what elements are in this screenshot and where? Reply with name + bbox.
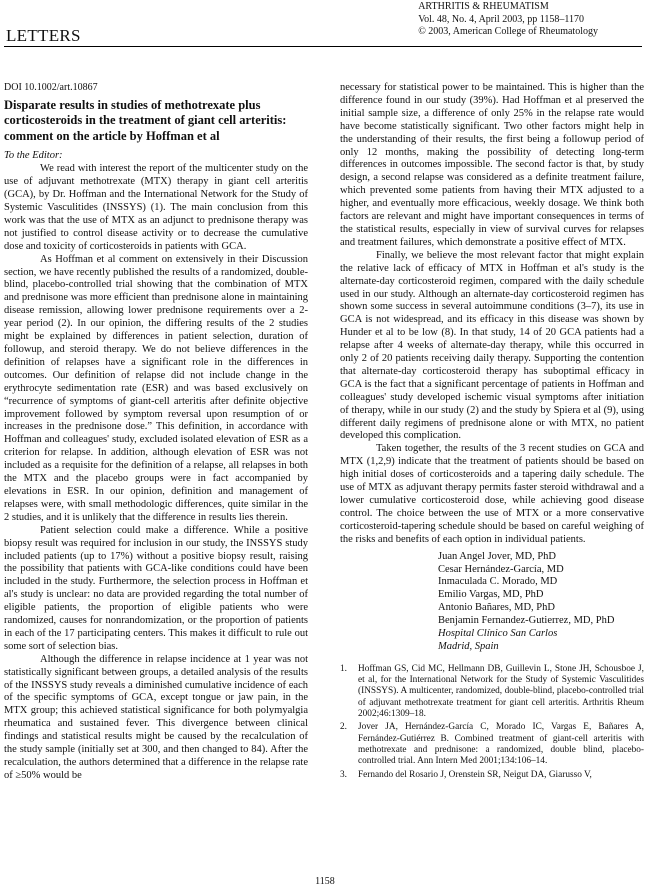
reference-list <box>340 664 644 781</box>
reference-text: Jover JA, Hernández-García C, Morado IC, Vargas E, Bañares A, Fernández-Gutiérrez B. Combined treatment of giant-cell arteritis with methotrexate and prednisone: a randomized, double blind, placebo-controlled trial. Ann Intern Med 2001;134:106–14. <box>358 722 644 767</box>
paragraph: We read with interest the report of the multicenter study on the use of adjuvant methotrexate (MTX) therapy in giant cell arteritis (GCA), by Dr. Hoffman and the International Network for the Study of Systemic Vasculitides (INSSYS) (1). The main conclusion from this work was that the use of MTX as an adjunct to prednisone therapy was not justified to control disease activity or to decrease the cumulative dose and toxicity of corticosteroids in patients with GCA. <box>4 163 308 252</box>
affiliation-city: Madrid, Spain <box>438 640 499 652</box>
journal-header <box>418 1 598 39</box>
reference-number: 1. <box>340 663 347 674</box>
author-name: Inmaculada C. Morado, MD <box>438 576 558 588</box>
paragraph: As Hoffman et al comment on extensively in their Discussion section, we have recently published the results of a randomized, double-blind, placebo-controlled trial showing that the combination of MTX and prednisone was more efficient than prednisone alone in maintaining disease remission, allowing lower prednisone requirements over a 2-year period (2). In our opinion, the differing results of the 2 studies might be explained by differences in patient selection, duration of followup, and steroid therapy. We do not believe differences in the definition of relapses have a significant role in the differences in outcomes. Our definition of relapse did not include change in the erythrocyte sedimentation rate (ESR) and was based exclusively on “recurrence of symptoms of giant-cell arteritis after definite objective improvement followed by symptom reversal upon resumption of or increases in the prednisone dose.” This definition, in accordance with Hoffman and colleagues' study, excluded isolated elevation of ESR as a criterion for relapse. In addition, although elevation of ESR was not included as a requisite for the definition of a relapse, all relapses in both the MTX and the placebo groups were in fact accompanied by elevations in ESR. In our opinion, definition and management of relapses were, with small methodologic differences, quite similar in the 2 studies, and it is unlikely that the difference in results lies therein. <box>4 253 308 523</box>
reference-item <box>340 664 644 720</box>
paragraph: Finally, we believe the most relevant factor that might explain the relative lack of efficacy of MTX in Hoffman et al's study is the alternate-day corticosteroid regimen, compared with the daily schedule used in our study. Although an alternate-day corticosteroid regimen has shown some success in several autoimmune conditions (3–7), its use in GCA is not widespread, and its efficacy in this disease was shown by Hunder et al to be low (8). In that study, 14 of 20 GCA patients had a relapse after 4 weeks of alternate-day therapy, while this occurred in only 2 of 20 patients receiving daily therapy. Supporting the contention that alternate-day corticosteroid therapy has suboptimal efficacy in GCA is the fact that a significant percentage of patients in Hoffman and colleagues' study developed ischemic visual symptoms after initiation of therapy, while in our study (2) and the study by Spiera et al (9), using different daily regimens of prednisone alone or with MTX, no patient developed this complication. <box>340 249 644 442</box>
left-column <box>4 82 308 783</box>
journal-copyright: © 2003, American College of Rheumatology <box>418 26 598 38</box>
affiliation-institution: Hospital Clínico San Carlos <box>438 628 558 640</box>
reference-number: 2. <box>340 722 347 733</box>
section-title: LETTERS <box>6 26 81 45</box>
reference-text: Fernando del Rosario J, Orenstein SR, Neigut DA, Giarusso V, <box>358 769 592 780</box>
paragraph: Patient selection could make a difference. While a positive biopsy result was required for inclusion in our study, the INSSYS study included patients (up to 17%) without a positive biopsy result, raising the possibility that patients with GCA-like conditions could have been included in the study. Furthermore, the selection process in Hoffman et al's study is unclear: no data are provided regarding the total number of eligible patients, the proportion of eligible patients who were randomized, causes for nonrandomization, or the proportion of patients in each of the 17 participating centers. This makes it difficult to rule out some sort of selection bias. <box>4 524 308 652</box>
right-column <box>340 82 644 783</box>
reference-item <box>340 770 644 781</box>
author-name: Benjamin Fernandez-Gutierrez, MD, PhD <box>438 615 615 627</box>
reference-number: 3. <box>340 769 347 780</box>
author-name: Cesar Hernández-García, MD <box>438 563 564 575</box>
reference-text: Hoffman GS, Cid MC, Hellmann DB, Guillevin L, Stone JH, Schousboe J, et al, for the International Network for the Study of Systemic Vasculitides (INSSYS). A multicenter, randomized, double-blind, placebo-controlled trial of adjuvant methotrexate treatment for giant cell arteritis. Arthritis Rheum 2002;46:1309–18. <box>358 663 644 720</box>
section-divider <box>4 46 642 47</box>
journal-name: ARTHRITIS & RHEUMATISM <box>418 1 549 12</box>
paragraph: Taken together, the results of the 3 recent studies on GCA and MTX (1,2,9) indicate that the treatment of patients should be based on high initial doses of corticosteroids and a tapering daily schedule. The use of MTX as adjuvant therapy permits faster steroid withdrawal and a lower cumulative corticosteroid dose, while achieving good disease control. The choice between the use of MTX or a more conservative corticosteroid-tapering schedule should be based on careful weighing of the risks and benefits of each option in individual patients. <box>340 443 644 545</box>
reference-item <box>340 722 644 767</box>
page-number: 1158 <box>315 876 335 887</box>
paragraph: necessary for statistical power to be maintained. This is higher than the difference found in our study (39%). Had Hoffman et al preserved the initial sample size, a difference of only 25% in the relapse rate would have become statistically significant. Two other factors might help in the understanding of their results, the first being a followup period of only 12 months, making the possibility of detecting long-term differences in outcomes impossible. The second factor is that, by study design, a second relapse was considered as a definite treatment failure, which prevented some patients from having their MTX adjusted to a higher, and eventually more efficacious, weekly dosage. We think both factors are relevant and might have important consequences in terms of the statistical results, especially in view of survival curves for relapses and treatment failures, which demonstrate a positive effect of MTX. <box>340 82 644 248</box>
salutation: To the Editor: <box>4 150 63 162</box>
author-name: Juan Angel Jover, MD, PhD <box>438 550 556 562</box>
journal-volume: Vol. 48, No. 4, April 2003, pp 1158–1170 <box>418 13 584 25</box>
author-name: Emilio Vargas, MD, PhD <box>438 589 544 601</box>
paragraph: Although the difference in relapse incidence at 1 year was not statistically significant between groups, a detailed analysis of the results of the INSSYS study reveals a diminished cumulative incidence of each of the specific symptoms of GCA, except tongue or jaw pain, in the MTX group; this achieved statistical significance for both polymyalgia rheumatica and sustained fever. This divergence between clinical findings and statistical results might be caused by the recalculation of the study sample (initially set at 300, and then changed to 84). After the recalculation, the authors determined that a difference in the relapse rate of ≥50% would be <box>4 653 308 781</box>
doi: DOI 10.1002/art.10867 <box>4 82 98 93</box>
author-block <box>438 551 644 654</box>
author-name: Antonio Bañares, MD, PhD <box>438 602 555 614</box>
letter-title: Disparate results in studies of methotrexate plus corticosteroids in the treatment of giant cell arteritis: comment on the article by Hoffman et al <box>4 97 287 143</box>
